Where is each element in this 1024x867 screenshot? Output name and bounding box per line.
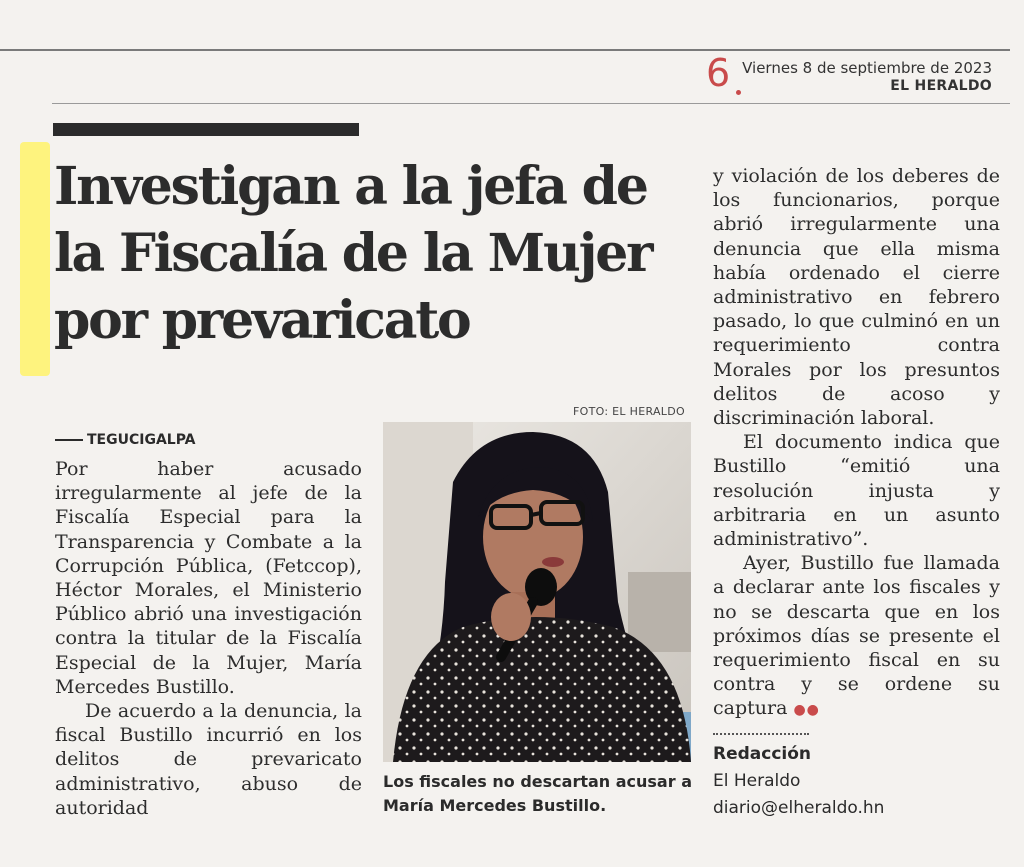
byline-title: Redacción bbox=[713, 744, 812, 764]
paragraph: Por haber acusado irregularmente al jefe de la Fiscalía Especial para la Transparencia y Combate a la Corrupción Pública, (Fetccop), Héctor Morales, el Ministerio Público abrió una investigación contra la titular de la Fiscalía Especial de la Mujer, María Mercedes Bustillo. bbox=[55, 458, 362, 698]
article-column-1 bbox=[55, 457, 362, 820]
headline-line: la Fiscalía de la Mujer bbox=[54, 223, 652, 284]
end-mark: ●● bbox=[793, 702, 820, 719]
byline-paper: El Heraldo bbox=[713, 771, 801, 791]
headline-line: por prevaricato bbox=[54, 290, 470, 351]
header-rule bbox=[52, 103, 1010, 104]
byline-email: diario@elheraldo.hn bbox=[713, 798, 885, 818]
page-number-dot bbox=[736, 90, 741, 95]
article-photo bbox=[383, 422, 691, 762]
issue-date: Viernes 8 de septiembre de 2023 bbox=[742, 59, 992, 77]
masthead bbox=[742, 59, 992, 95]
top-rule bbox=[0, 49, 1010, 51]
headline-line: Investigan a la jefa de bbox=[54, 156, 647, 217]
paper-name: EL HERALDO bbox=[890, 78, 992, 94]
article-column-2 bbox=[713, 164, 1000, 723]
paragraph: El documento indica que Bustillo “emitió una resolución injusta y arbitraria en un asunto administrativo”. bbox=[713, 431, 1000, 551]
headline bbox=[54, 153, 704, 354]
paragraph: De acuerdo a la denuncia, la fiscal Bustillo incurrió en los delitos de prevaricato administrativo, abuso de autoridad bbox=[55, 700, 362, 819]
photo-caption: Los fiscales no descartan acusar a María Mercedes Bustillo. bbox=[383, 772, 692, 815]
page-number: 6 bbox=[706, 51, 731, 95]
kicker-bar bbox=[53, 123, 359, 136]
photo-illustration bbox=[383, 422, 691, 762]
highlighter-mark bbox=[20, 142, 50, 376]
paragraph: y violación de los deberes de los funcionarios, porque abrió irregularmente una denuncia que ella misma había ordenado el cierre administrativo en febrero pasado, lo que culminó en un requerimiento contra Morales por los presuntos delitos de acoso y discriminación laboral. bbox=[713, 165, 1000, 430]
signature-rule bbox=[713, 733, 809, 735]
paragraph-text: Ayer, Bustillo fue llamada a declarar ante los fiscales y no se descarta que en los próximos días se presente el requerimiento fiscal en su contra y se ordene su captura bbox=[713, 552, 1000, 720]
paragraph bbox=[713, 551, 1000, 722]
photo-credit: FOTO: EL HERALDO bbox=[573, 405, 685, 418]
dateline-city: TEGUCIGALPA bbox=[55, 432, 196, 448]
